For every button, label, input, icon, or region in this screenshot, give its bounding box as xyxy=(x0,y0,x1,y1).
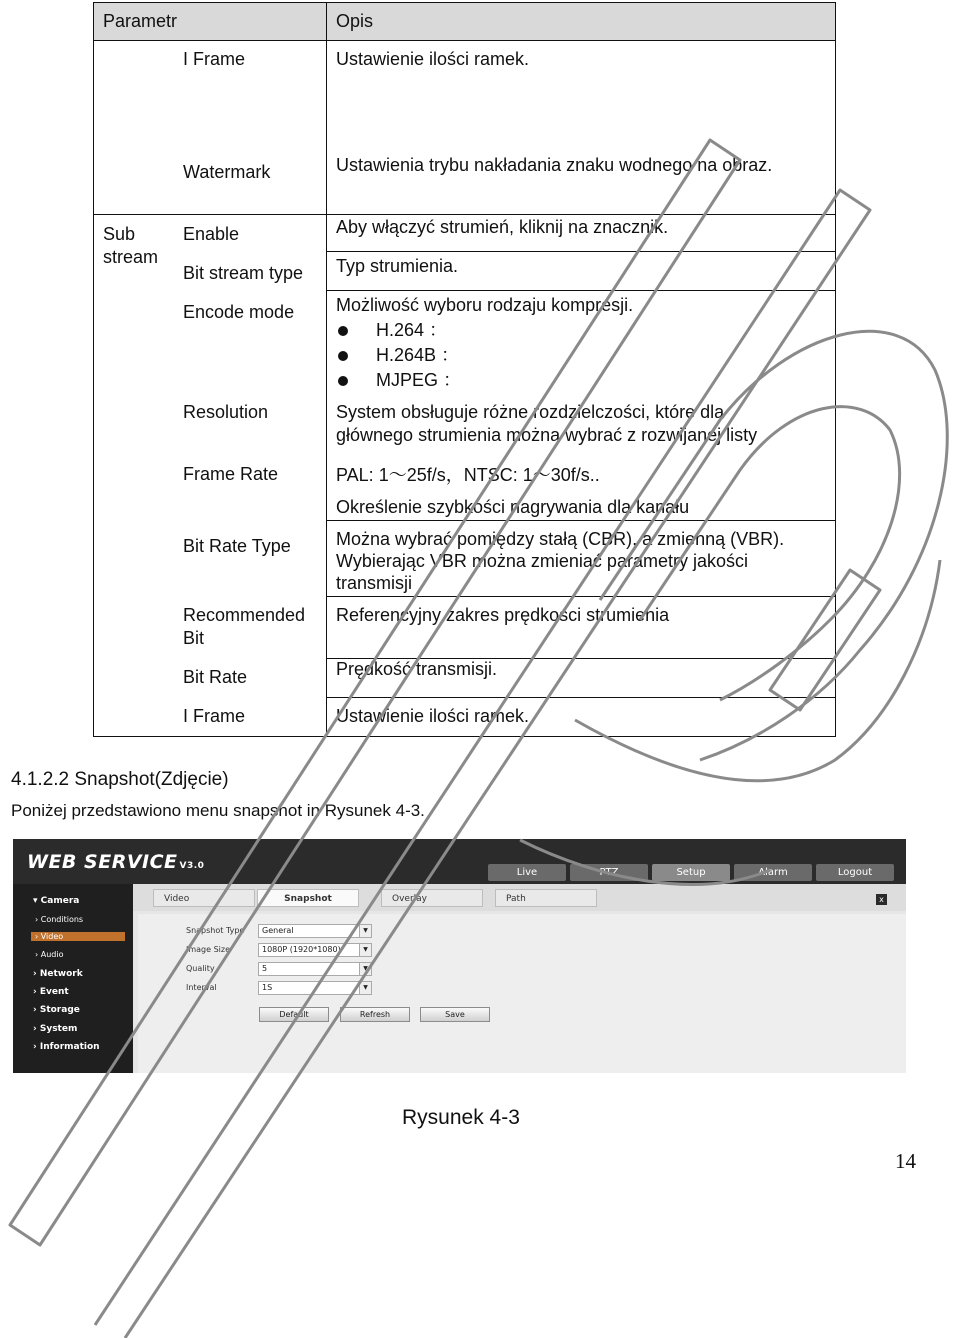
watermark-bowl-lower xyxy=(575,560,940,781)
nav-logout[interactable]: Logout xyxy=(816,864,894,881)
bullet-h264: H.264 ： xyxy=(336,319,836,342)
desc-resolution: System obsługuje różne rozdzielczości, które dla głównego strumienia można wybrać z rozwijanej listy xyxy=(336,402,758,445)
param-bit-rate-type: Bit Rate Type xyxy=(183,536,291,556)
nav-ptz[interactable]: PTZ xyxy=(570,864,648,881)
label-interval: Interval xyxy=(186,983,217,992)
figure-caption: Rysunek 4-3 xyxy=(402,1106,520,1129)
select-interval-value: 1S xyxy=(262,983,273,992)
page-number: 14 xyxy=(895,1149,916,1173)
watermark-bowl-inner xyxy=(640,407,900,700)
header-cell-opis: Opis xyxy=(326,2,836,40)
tab-overlay[interactable]: Overlay xyxy=(381,889,483,907)
param-frame-rate: Frame Rate xyxy=(183,464,279,484)
label-snapshot-type: Snapshot Type xyxy=(186,926,245,935)
refresh-button[interactable]: Refresh xyxy=(340,1007,410,1022)
select-quality-value: 5 xyxy=(262,964,268,973)
chevron-down-icon: ▼ xyxy=(359,963,371,975)
bullet-mjpeg: MJPEG ： xyxy=(336,369,836,392)
watermark-curve-low xyxy=(520,840,770,884)
frame-rate-values: PAL: 1～25f/s，NTSC: 1～30f/s.. xyxy=(336,465,600,485)
sidebar-conditions[interactable]: › Conditions xyxy=(35,915,84,924)
sidebar-video[interactable]: › Video xyxy=(31,932,125,941)
intro-paragraph: Poniżej przedstawiono menu snapshot in Rysunek 4-3. xyxy=(11,801,425,820)
chevron-down-icon: ▼ xyxy=(359,925,371,937)
close-icon[interactable]: x xyxy=(876,894,887,905)
tab-path[interactable]: Path xyxy=(495,889,597,907)
label-quality: Quality xyxy=(186,964,215,973)
param-watermark: Watermark xyxy=(183,162,271,182)
param-recommended-bit: Recommended Bit xyxy=(183,605,306,648)
desc-watermark: Ustawienia trybu nakładania znaku wodnego na obraz. xyxy=(336,155,773,175)
watermark-letter-small-1 xyxy=(770,570,880,710)
sidebar-network-label: Network xyxy=(39,969,83,979)
sidebar-information-label: Information xyxy=(39,1042,100,1052)
tab-video[interactable]: Video xyxy=(153,889,255,907)
desc-recommended-bit: Referencyjny zakres prędkości strumienia xyxy=(336,605,670,625)
desc-iframe-main: Ustawienie ilości ramek. xyxy=(336,49,530,69)
param-resolution: Resolution xyxy=(183,402,269,422)
nav-alarm[interactable]: Alarm xyxy=(734,864,812,881)
group-label-sub-stream: Sub stream xyxy=(103,224,159,267)
sidebar-camera-label: Camera xyxy=(40,896,80,906)
sidebar-system[interactable]: › System xyxy=(33,1024,78,1034)
sidebar-storage-label: Storage xyxy=(39,1005,80,1015)
sidebar-audio[interactable]: › Audio xyxy=(35,950,64,959)
param-enable: Enable xyxy=(183,224,240,244)
sidebar-video-label: Video xyxy=(40,932,64,941)
tab-snapshot[interactable]: Snapshot xyxy=(257,889,359,907)
nav-live[interactable]: Live xyxy=(488,864,566,881)
select-image-size-value: 1080P (1920*1080) xyxy=(262,945,341,954)
param-encode-mode: Encode mode xyxy=(183,302,295,322)
logo-text: WEB SERVICE xyxy=(27,851,178,873)
chevron-down-icon: ▼ xyxy=(359,944,371,956)
frame-rate-note: Określenie szybkości nagrywania dla kanału xyxy=(336,497,690,517)
watermark-stroke-2 xyxy=(95,190,870,1338)
param-bit-rate: Bit Rate xyxy=(183,667,248,687)
sidebar-conditions-label: Conditions xyxy=(40,915,84,924)
desc-bit-stream-type: Typ strumienia. xyxy=(336,256,459,276)
desc-enable: Aby włączyć strumień, kliknij na znacznik. xyxy=(336,217,669,237)
default-button[interactable]: Default xyxy=(259,1007,329,1022)
nav-setup[interactable]: Setup xyxy=(652,864,730,881)
sidebar-event-label: Event xyxy=(39,987,69,997)
watermark-bowl-outer xyxy=(600,331,947,760)
watermark-stroke-1 xyxy=(10,140,740,1245)
sidebar-network[interactable]: › Network xyxy=(33,969,83,979)
label-image-size: Image Size xyxy=(186,945,231,954)
header-cell-parametr: Parametr xyxy=(93,2,326,40)
section-heading: 4.1.2.2 Snapshot(Zdjęcie) xyxy=(11,769,229,790)
sidebar-audio-label: Audio xyxy=(40,950,64,959)
bullet-h264b: H.264B ： xyxy=(336,344,836,367)
select-snapshot-type-value: General xyxy=(262,926,294,935)
sidebar-storage[interactable]: › Storage xyxy=(33,1005,80,1015)
encode-mode-text: Możliwość wyboru rodzaju kompresji. xyxy=(336,295,634,315)
save-button[interactable]: Save xyxy=(420,1007,490,1022)
chevron-down-icon: ▼ xyxy=(359,982,371,994)
desc-bit-rate: Prędkość transmisji. xyxy=(336,659,498,679)
logo-version: V3.0 xyxy=(179,861,205,871)
desc-iframe-sub: Ustawienie ilości ramek. xyxy=(336,706,530,726)
param-bit-stream-type: Bit stream type xyxy=(183,263,304,283)
sidebar-camera[interactable]: ▾ Camera xyxy=(33,896,80,906)
sidebar-event[interactable]: › Event xyxy=(33,987,69,997)
desc-bit-rate-type: Można wybrać pomiędzy stałą (CBR), a zmienną (VBR). Wybierając VBR można zmieniać parametry jakości transmisji xyxy=(336,529,785,593)
param-iframe-sub: I Frame xyxy=(183,706,246,726)
param-iframe-main: I Frame xyxy=(183,49,246,69)
sidebar-system-label: System xyxy=(39,1024,78,1034)
sidebar-information[interactable]: › Information xyxy=(33,1042,100,1052)
